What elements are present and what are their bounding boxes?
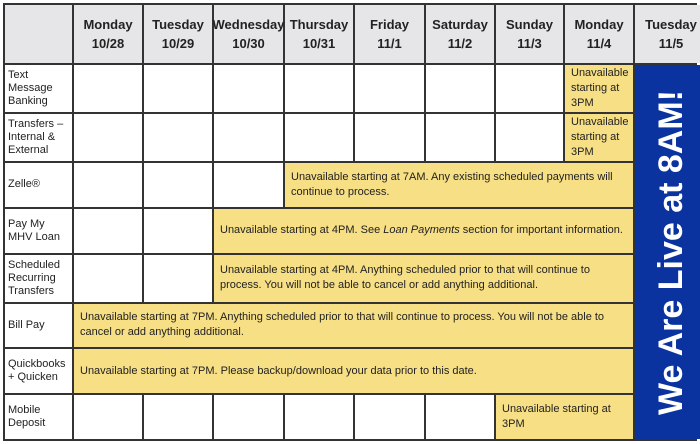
empty-cell	[74, 65, 142, 112]
note-text: section for important information.	[459, 224, 623, 237]
unavailable-note: Unavailable starting at 4PM. Anything scheduled prior to that will continue to process. You will not be able to cancel or add anything additional.	[214, 255, 633, 302]
row-label: Bill Pay	[5, 304, 72, 348]
date-label: 11/4	[586, 36, 612, 51]
live-banner-text: We Are Live at 8AM!	[651, 89, 690, 415]
date-label: 11/2	[447, 36, 473, 51]
empty-cell	[74, 209, 142, 253]
column-header	[426, 5, 494, 63]
empty-cell	[355, 65, 424, 112]
empty-cell	[144, 395, 212, 439]
empty-cell	[144, 65, 212, 112]
empty-cell	[214, 395, 283, 439]
unavailable-note: Unavailable starting at 7AM. Any existing scheduled payments will continue to process.	[285, 163, 633, 207]
day-label: Monday	[574, 17, 624, 32]
day-label: Monday	[83, 17, 133, 32]
column-header	[214, 5, 283, 63]
date-label: 11/1	[377, 36, 402, 51]
empty-cell	[144, 255, 212, 302]
row-label: Pay My MHV Loan	[5, 209, 72, 253]
row-label: Quickbooks + Quicken	[5, 349, 72, 393]
unavailable-note: Unavailable starting at 3PM	[565, 65, 633, 112]
row-label: Zelle®	[5, 163, 72, 207]
column-header	[285, 5, 353, 63]
empty-cell	[285, 114, 353, 161]
empty-cell	[426, 395, 494, 439]
day-label: Tuesday	[152, 17, 204, 32]
unavailable-note	[214, 209, 633, 253]
unavailable-note: Unavailable starting at 3PM	[496, 395, 633, 439]
empty-cell	[74, 255, 142, 302]
empty-cell	[144, 209, 212, 253]
row-label: Mobile Deposit	[5, 395, 72, 439]
day-label: Thursday	[289, 17, 349, 32]
empty-cell	[144, 163, 212, 207]
unavailable-note: Unavailable starting at 7PM. Anything scheduled prior to that will continue to process. You will not be able to cancel or add anything additional.	[74, 304, 633, 348]
date-label: 10/28	[91, 36, 125, 51]
empty-cell	[74, 395, 142, 439]
day-label: Friday	[369, 17, 409, 32]
unavailable-note: Unavailable starting at 7PM. Please backup/download your data prior to this date.	[74, 349, 633, 393]
empty-cell	[496, 114, 563, 161]
column-header	[355, 5, 424, 63]
empty-cell	[74, 163, 142, 207]
date-label: 10/31	[302, 36, 336, 51]
column-header	[635, 5, 700, 63]
unavailable-note: Unavailable starting at 3PM	[565, 114, 633, 161]
column-header	[74, 5, 142, 63]
empty-cell	[496, 65, 563, 112]
empty-cell	[214, 114, 283, 161]
column-header	[496, 5, 563, 63]
header-corner	[5, 5, 72, 63]
day-label: Saturday	[432, 17, 488, 32]
row-label: Transfers – Internal & External	[5, 114, 72, 161]
empty-cell	[285, 65, 353, 112]
empty-cell	[144, 114, 212, 161]
empty-cell	[426, 114, 494, 161]
empty-cell	[355, 114, 424, 161]
live-banner	[635, 65, 700, 439]
date-label: 11/5	[658, 36, 684, 51]
empty-cell	[355, 395, 424, 439]
empty-cell	[285, 395, 353, 439]
column-header	[565, 5, 633, 63]
schedule-table	[3, 3, 697, 441]
empty-cell	[74, 114, 142, 161]
day-label: Sunday	[506, 17, 553, 32]
empty-cell	[426, 65, 494, 112]
column-header	[144, 5, 212, 63]
empty-cell	[214, 65, 283, 112]
date-label: 11/3	[517, 36, 542, 51]
date-label: 10/29	[161, 36, 195, 51]
loan-payments-link-text: Loan Payments	[383, 224, 460, 237]
day-label: Tuesday	[645, 17, 697, 32]
note-text: Unavailable starting at 4PM. See	[220, 224, 384, 237]
empty-cell	[214, 163, 283, 207]
row-label: Text Message Banking	[5, 65, 72, 112]
row-label: Scheduled Recurring Transfers	[5, 255, 72, 302]
day-label: Wednesday	[212, 17, 285, 32]
date-label: 10/30	[232, 36, 265, 51]
